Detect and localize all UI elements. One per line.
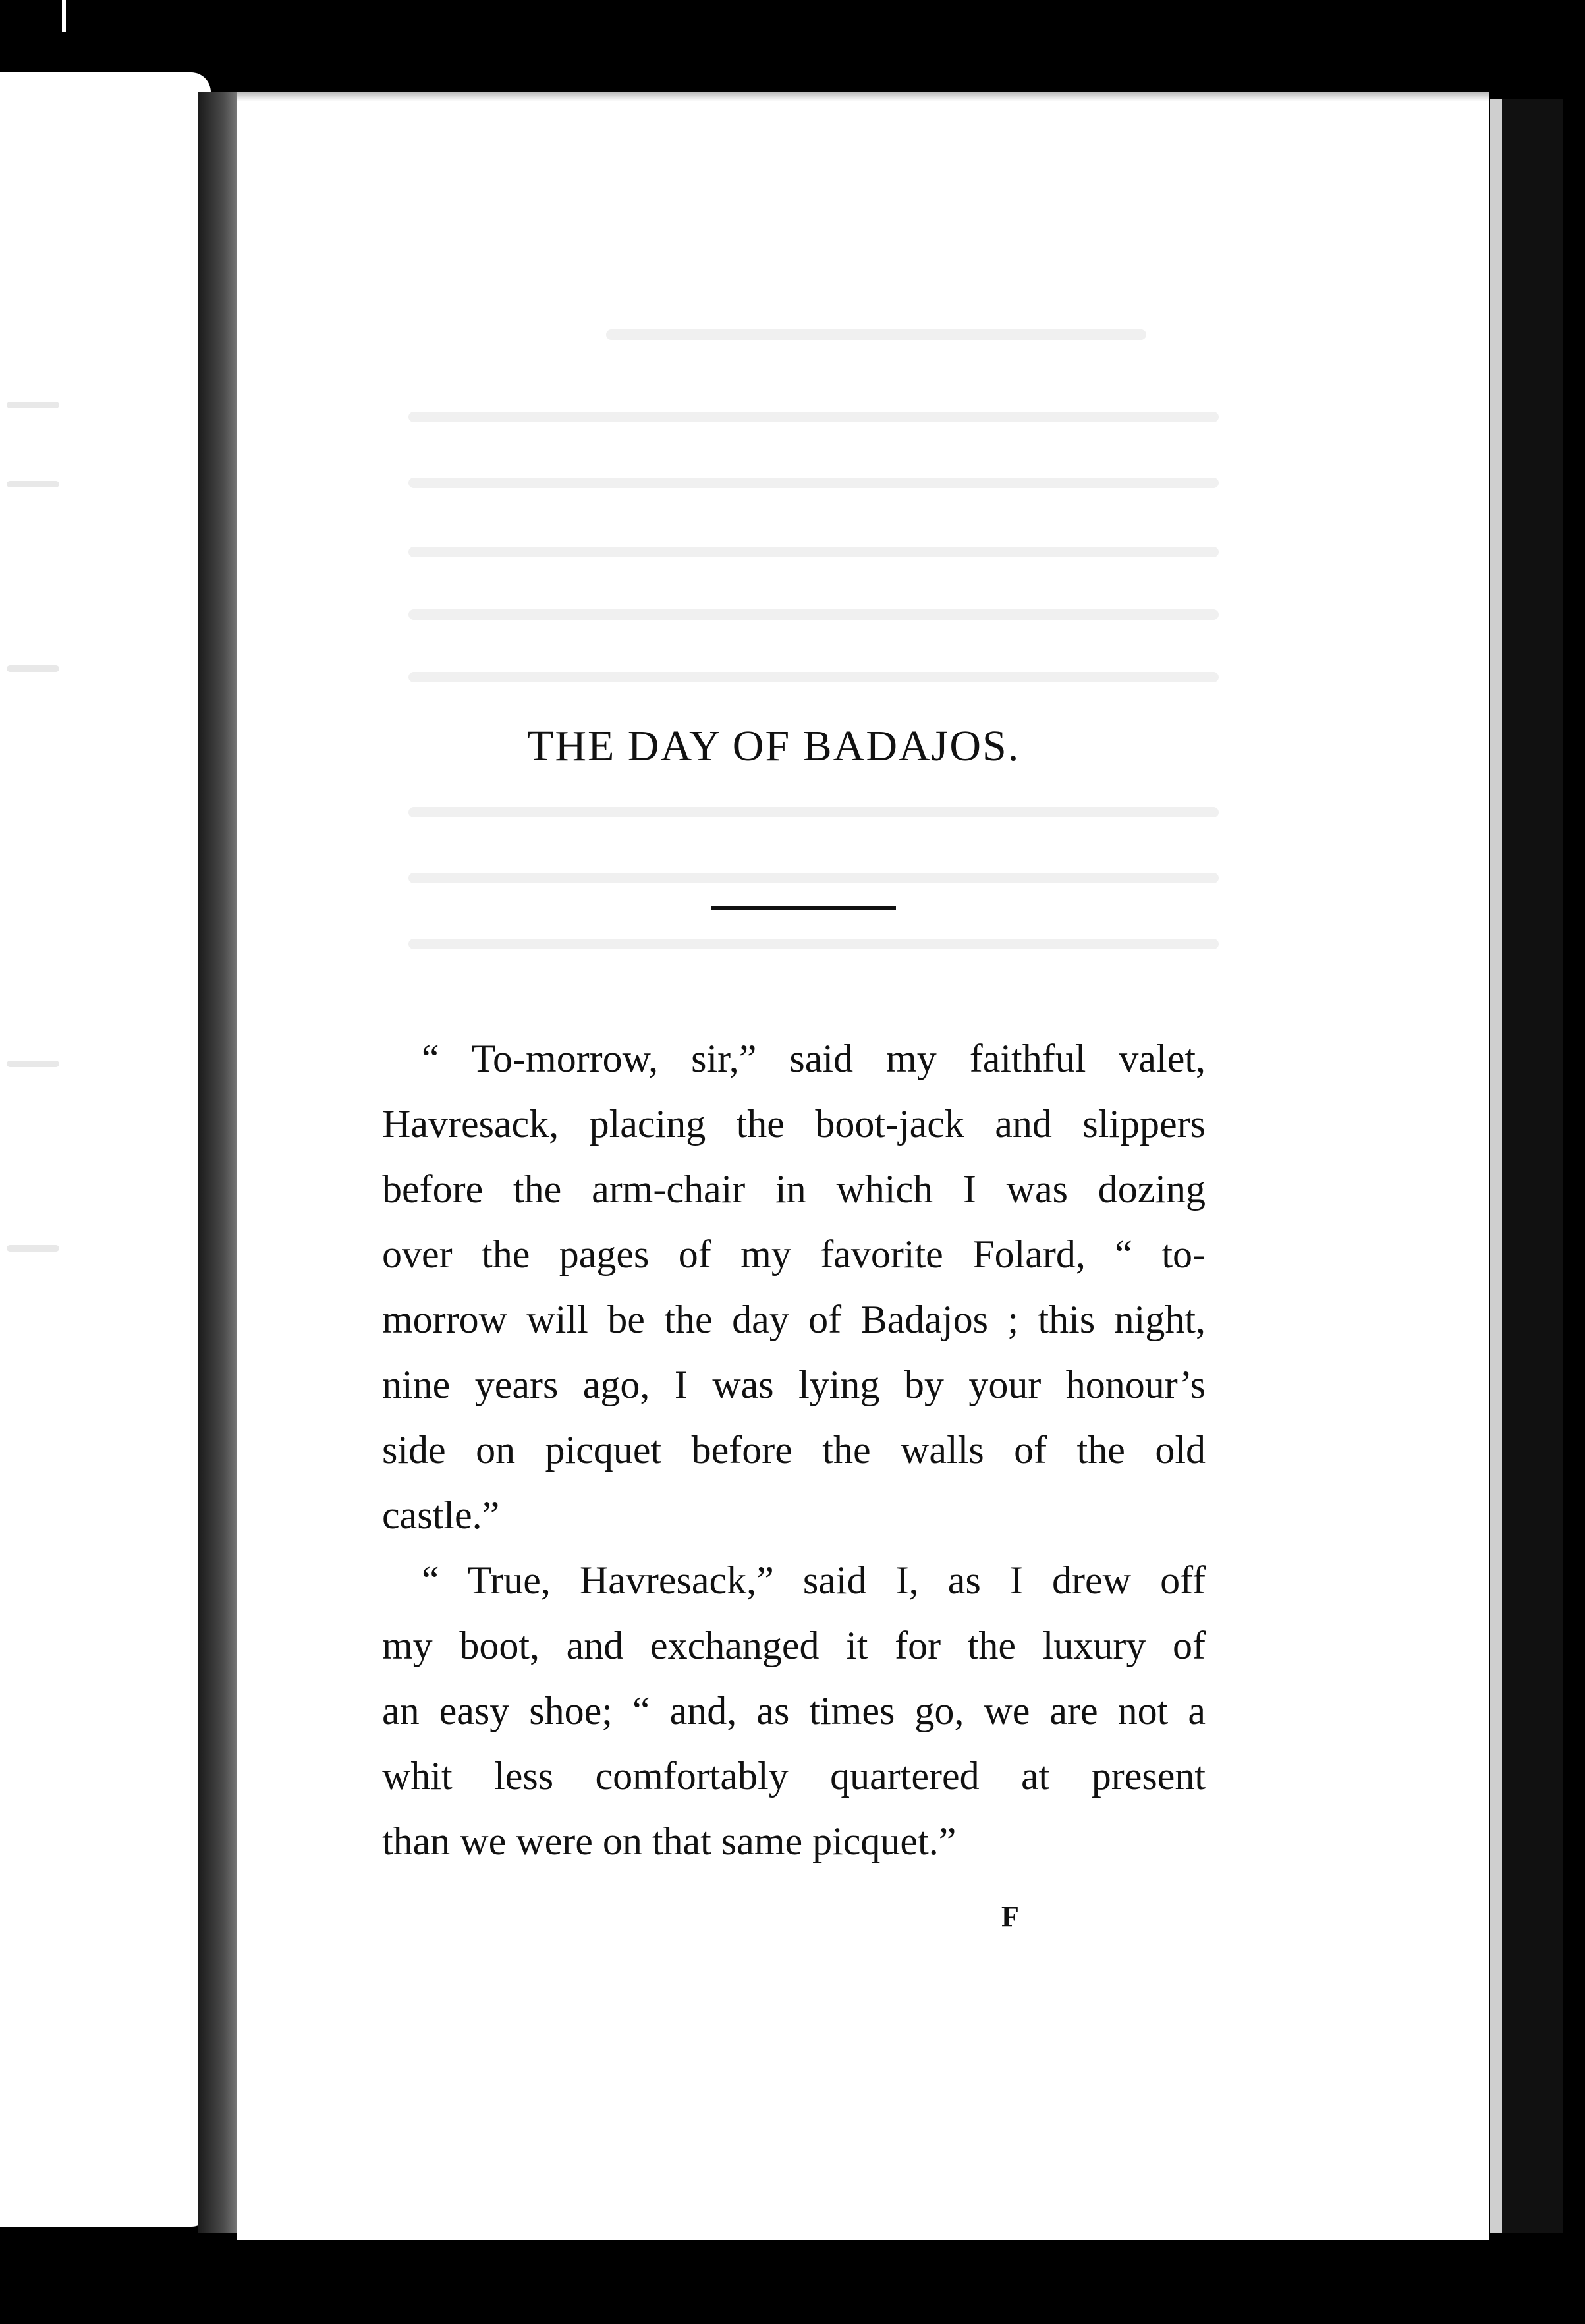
title-rule	[711, 906, 896, 910]
previous-page-ghost-line	[7, 1245, 59, 1252]
previous-page-edge	[0, 72, 211, 2227]
text-line: an easy shoe; “ and, as times go, we are not a	[382, 1689, 1206, 1732]
text-line: nine years ago, I was lying by your honour’s	[382, 1363, 1206, 1406]
previous-page-ghost-line	[7, 402, 59, 408]
show-through-line	[408, 412, 1219, 422]
show-through-line	[408, 807, 1219, 817]
previous-page-ghost-line	[7, 1061, 59, 1067]
chapter-title: THE DAY OF BADAJOS.	[527, 722, 1020, 770]
text-line: Havresack, placing the boot-jack and slippers	[382, 1102, 1206, 1146]
text-line: side on picquet before the walls of the old	[382, 1428, 1206, 1472]
show-through-line	[408, 609, 1219, 620]
show-through-line	[408, 873, 1219, 883]
right-page-edge-highlight	[1490, 99, 1502, 2233]
text-line: over the pages of my favorite Folard, “ to-	[382, 1232, 1206, 1276]
previous-page-ghost-line	[7, 481, 59, 487]
text-line: “ To-morrow, sir,” said my faithful valet,	[422, 1037, 1206, 1080]
show-through-line	[408, 939, 1219, 949]
show-through-line	[606, 329, 1146, 340]
page-top-shadow	[237, 92, 1489, 101]
show-through-line	[408, 547, 1219, 557]
text-line: “ True, Havresack,” said I, as I drew off	[422, 1559, 1206, 1602]
show-through-line	[408, 478, 1219, 488]
paragraph-2	[382, 1548, 1206, 1874]
signature-mark: F	[1001, 1900, 1019, 1933]
text-line: than we were on that same picquet.”	[382, 1819, 957, 1863]
paragraph-1	[382, 1026, 1206, 1548]
text-line: my boot, and exchanged it for the luxury of	[382, 1624, 1206, 1667]
text-line: castle.”	[382, 1493, 500, 1537]
show-through-line	[408, 672, 1219, 682]
film-edge-mark	[62, 0, 66, 32]
body-text	[382, 1026, 1206, 1874]
text-line: whit less comfortably quartered at present	[382, 1754, 1206, 1798]
text-line: morrow will be the day of Badajos ; this night,	[382, 1298, 1206, 1341]
text-line: before the arm-chair in which I was dozing	[382, 1167, 1206, 1211]
previous-page-ghost-line	[7, 665, 59, 672]
